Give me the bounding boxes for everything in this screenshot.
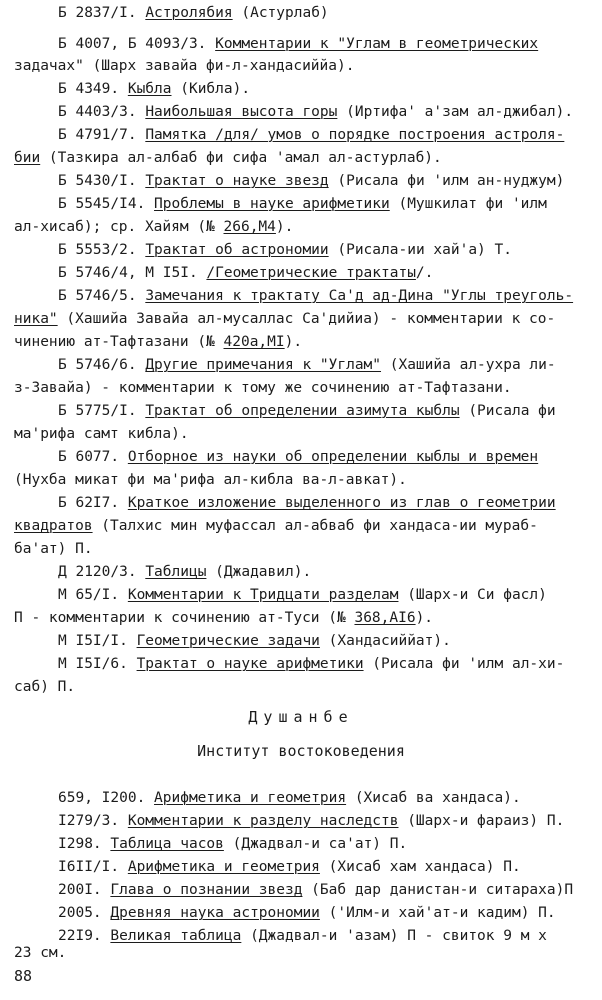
catalog-entry-line: ал-хисаб); ср. Хайям (№ 266,М4). [14, 219, 294, 235]
catalog-entry-line: I298. Таблица часов (Джадвал-и са'ат) П. [58, 836, 408, 852]
catalog-entry-line: Б 4007, Б 4093/3. Комментарии к "Углам в геометрических [58, 36, 539, 52]
catalog-entry-line: Б 6077. Отборное из науки об определении кыблы и времен [58, 449, 539, 465]
catalog-entry-line: Б 62I7. Краткое изложение выделенного из глав о геометрии [58, 495, 556, 511]
catalog-entry-line: 22I9. Великая таблица (Джадвал-и 'азам) П - свиток 9 м х [58, 928, 547, 944]
catalog-entry-line: Б 5430/I. Трактат о науке звезд (Рисала фи 'илм ан-нуджум) [58, 173, 565, 189]
section-city-heading: Душанбе [248, 708, 354, 726]
catalog-entry-line: 659, I200. Арифметика и геометрия (Хисаб ва хандаса). [58, 790, 521, 806]
catalog-entry-line: М I5I/6. Трактат о науке арифметики (Рисала фи 'илм ал-хи- [58, 656, 565, 672]
catalog-entry-line: I279/3. Комментарии к разделу наследств (Шарх-и фараиз) П. [58, 813, 565, 829]
institute-heading: Институт востоковедения [197, 742, 405, 760]
catalog-entry-line: Б 5746/4, М I5I. /Геометрические трактаты/. [58, 265, 434, 281]
catalog-entry-line: ника" (Хашийа Завайа ал-мусаллас Са'дийиа) - комментарии к со- [14, 311, 556, 327]
catalog-entry-line: Б 5553/2. Трактат об астрономии (Рисала-ии хай'а) Т. [58, 242, 512, 258]
catalog-entry-line: 200I. Глава о познании звезд (Баб дар данистан-и ситараха)П [58, 882, 574, 898]
catalog-entry-line: саб) П. [14, 679, 76, 695]
catalog-entry-line: чинению ат-Тафтазани (№ 420а,МI). [14, 334, 303, 350]
catalog-entry-line: I6II/I. Арифметика и геометрия (Хисаб хам хандаса) П. [58, 859, 521, 875]
catalog-entry-line: Б 2837/I. Астролябия (Астурлаб) [58, 5, 329, 21]
catalog-entry-line: Б 5545/I4. Проблемы в науке арифметики (Мушкилат фи 'илм [58, 196, 547, 212]
catalog-entry-line: (Нухба микат фи ма'рифа ал-кибла ва-л-авкат). [14, 472, 407, 488]
catalog-entry-line: П - комментарии к сочинению ат-Туси (№ 368,АI6). [14, 610, 434, 626]
catalog-entry-line: М I5I/I. Геометрические задачи (Хандасиййат). [58, 633, 451, 649]
catalog-entry-line: задачах" (Шарх завайа фи-л-хандасиййа). [14, 58, 355, 74]
catalog-entry-line: 2005. Древняя наука астрономии ('Илм-и хай'ат-и кадим) П. [58, 905, 556, 921]
page-number: 88 [14, 967, 33, 985]
catalog-entry-line: Б 5746/6. Другие примечания к "Углам" (Хашийа ал-ухра ли- [58, 357, 556, 373]
catalog-entry-line: Б 5775/I. Трактат об определении азимута кыблы (Рисала фи [58, 403, 556, 419]
catalog-entry-line: квадратов (Талхис мин муфассал ал-абваб фи хандаса-ии мураб- [14, 518, 538, 534]
catalog-entry-line: Б 4349. Кыбла (Кибла). [58, 81, 251, 97]
catalog-entry-line: Б 4791/7. Памятка /для/ умов о порядке построения астроля- [58, 127, 565, 143]
catalog-entry-line: Б 5746/5. Замечания к трактату Са'д ад-Дина "Углы треуголь- [58, 288, 574, 304]
catalog-entry-line: Д 2120/3. Таблицы (Джадавил). [58, 564, 312, 580]
catalog-entry-line: 23 см. [14, 945, 67, 961]
catalog-entry-line: ма'рифа самт кибла). [14, 426, 189, 442]
catalog-entry-line: ба'ат) П. [14, 541, 93, 557]
catalog-entry-line: бии (Тазкира ал-албаб фи сифа 'амал ал-астурлаб). [14, 150, 442, 166]
catalog-entry-line: з-Завайа) - комментарии к тому же сочинению ат-Тафтазани. [14, 380, 512, 396]
catalog-entry-line: Б 4403/3. Наибольшая высота горы (Иртифа' а'зам ал-джибал). [58, 104, 574, 120]
catalog-entry-line: М 65/I. Комментарии к Тридцати разделам (Шарх-и Си фасл) [58, 587, 547, 603]
